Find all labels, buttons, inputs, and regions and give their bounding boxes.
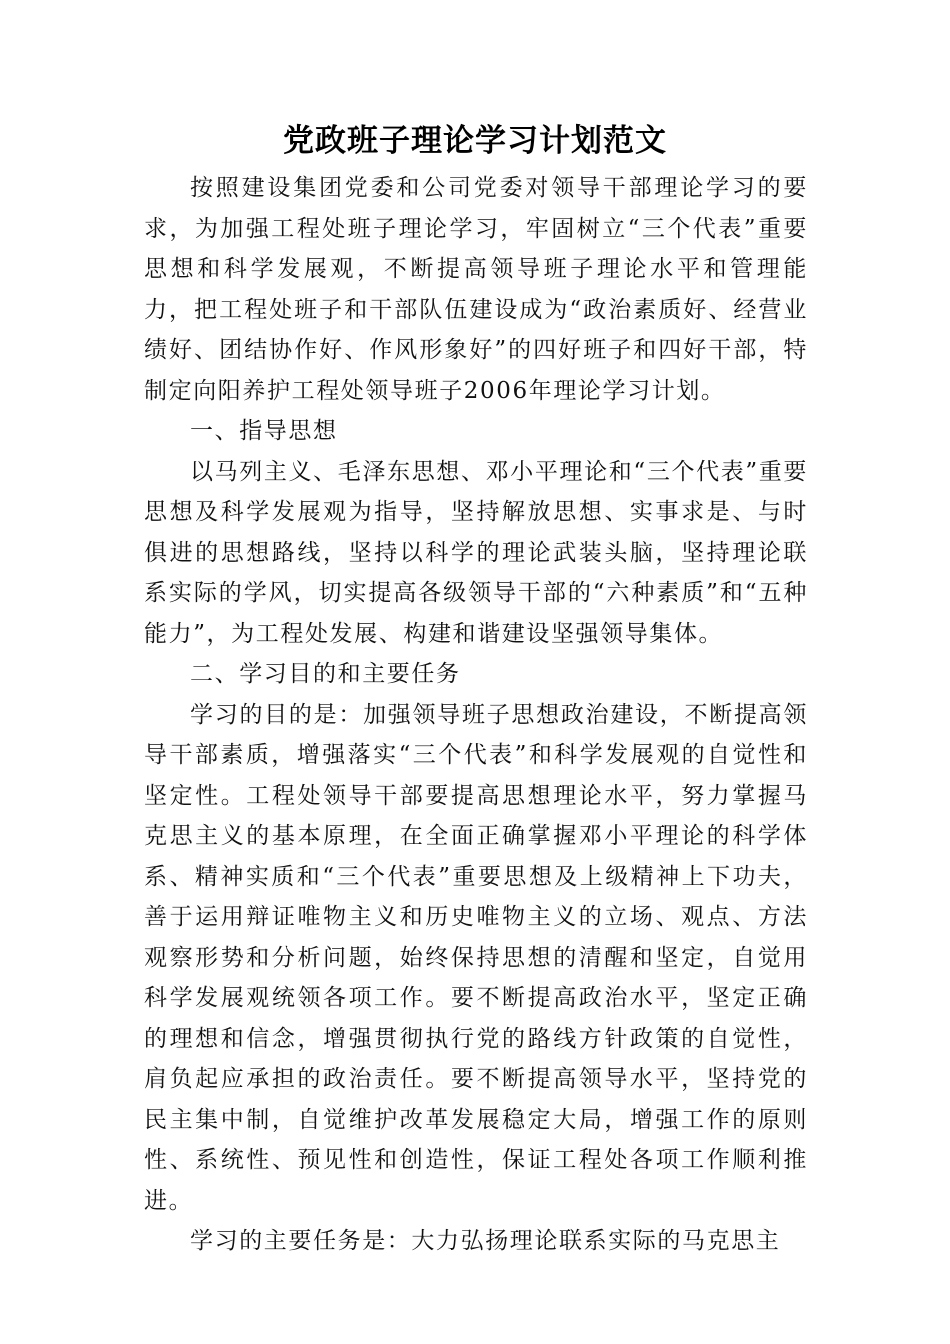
section-heading-guiding-ideology: 一、指导思想 bbox=[190, 418, 338, 444]
main-tasks-paragraph: 学习的主要任务是：大力弘扬理论联系实际的马克思主 bbox=[190, 1228, 781, 1254]
document-title: 党政班子理论学习计划范文 bbox=[283, 123, 667, 159]
purpose-paragraph: 学习的目的是：加强领导班子思想政治建设，不断提高领导干部素质，增强落实“三个代表”和科学发展观的自觉性和坚定性。工程处领导干部要提高思想理论水平，努力掌握马克思主义的基本原理，在全面正确掌握邓小平理论的科学体系、精神实质和“三个代表”重要思想及上级精神上下功夫，善于运用辩证唯物主义和历史唯物主义的立场、观点、方法观察形势和分析问题，始终保持思想的清醒和坚定，自觉用科学发展观统领各项工作。要不断提高政治水平，坚定正确的理想和信念，增强贯彻执行党的路线方针政策的自觉性，肩负起应承担的政治责任。要不断提高领导水平，坚持党的民主集中制，自觉维护改革发展稳定大局，增强工作的原则性、系统性、预见性和创造性，保证工程处各项工作顺利推进。 bbox=[144, 701, 808, 1214]
intro-paragraph: 按照建设集团党委和公司党委对领导干部理论学习的要求，为加强工程处班子理论学习，牢固树立“三个代表”重要思想和科学发展观，不断提高领导班子理论水平和管理能力，把工程处班子和干部队伍建设成为“政治素质好、经营业绩好、团结协作好、作风形象好”的四好班子和四好干部，特制定向阳养护工程处领导班子2006年理论学习计划。 bbox=[144, 175, 808, 404]
section-heading-purpose-and-tasks: 二、学习目的和主要任务 bbox=[190, 661, 461, 687]
document-body bbox=[144, 168, 808, 1262]
guiding-ideology-paragraph: 以马列主义、毛泽东思想、邓小平理论和“三个代表”重要思想及科学发展观为指导，坚持解放思想、实事求是、与时俱进的思想路线，坚持以科学的理论武装头脑，坚持理论联系实际的学风，切实提高各级领导干部的“六种素质”和“五种能力”，为工程处发展、构建和谐建设坚强领导集体。 bbox=[144, 458, 808, 647]
